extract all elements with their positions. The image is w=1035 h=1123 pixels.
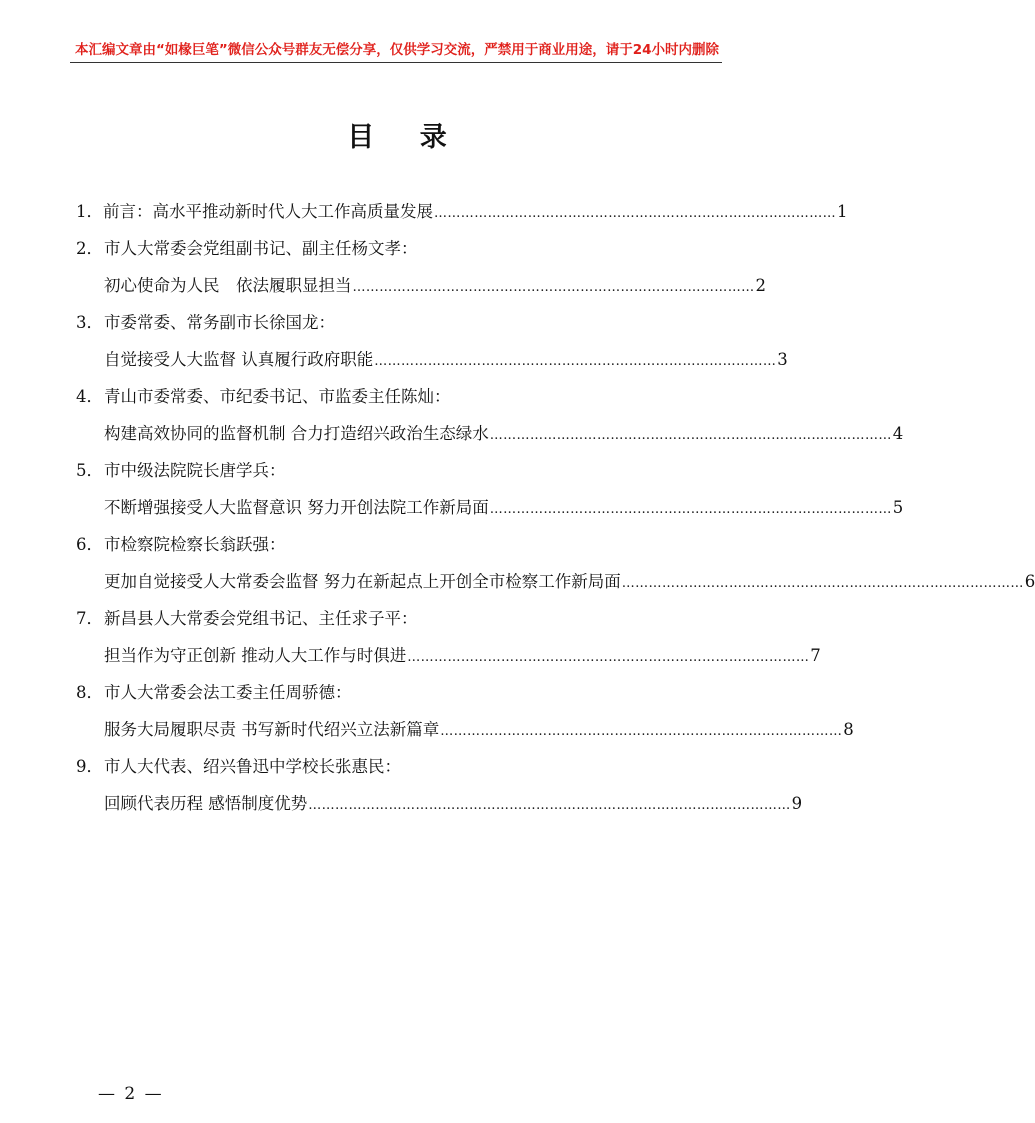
entry-page: 7 [810, 646, 821, 665]
entry-number: 1． [76, 202, 103, 221]
toc-entry[interactable] [104, 416, 904, 452]
toc-entry[interactable] [76, 675, 718, 711]
entry-author: 市检察院检察长翁跃强： [104, 535, 286, 554]
toc-entry[interactable] [104, 564, 1035, 600]
entry-number: 5． [76, 461, 103, 480]
entry-title: 更加自觉接受人大常委会监督 努力在新起点上开创全市检察工作新局面 [104, 572, 621, 591]
entry-number: 7． [76, 609, 103, 628]
entry-number: 9． [76, 757, 103, 776]
entry-title: 回顾代表历程 感悟制度优势 [104, 794, 308, 813]
entry-title: 构建高效协同的监督机制 合力打造绍兴政治生态绿水 [104, 424, 489, 443]
toc-entry[interactable] [76, 749, 718, 785]
entry-page: 5 [892, 498, 904, 517]
toc-entry[interactable] [104, 342, 788, 378]
entry-page: 2 [755, 276, 766, 295]
entry-page: 6 [1024, 572, 1035, 591]
entry-author: 新昌县人大常委会党组书记、主任求子平： [104, 609, 418, 628]
leader-dots: ……………………………………………………………………………… [621, 576, 1024, 591]
page-title: 目 录 [347, 122, 465, 153]
entry-title: 前言：高水平推动新时代人大工作高质量发展 [103, 202, 433, 221]
toc-entry[interactable] [76, 379, 718, 415]
entry-page: 9 [791, 794, 803, 813]
entry-author: 市委常委、常务副市长徐国龙： [104, 313, 335, 332]
entry-page: 8 [843, 720, 854, 739]
toc-entry[interactable] [104, 786, 803, 822]
toc-entry[interactable] [104, 268, 766, 304]
toc-entry[interactable] [76, 601, 718, 637]
toc-entry[interactable] [76, 194, 848, 230]
entry-author: 市人大代表、绍兴鲁迅中学校长张惠民： [104, 757, 401, 776]
entry-author: 市人大常委会法工委主任周骄德： [104, 683, 352, 702]
entry-title: 服务大局履职尽责 书写新时代绍兴立法新篇章 [104, 720, 440, 739]
toc-entry[interactable] [104, 712, 854, 748]
entry-number: 6． [76, 535, 103, 554]
entry-number: 8． [76, 683, 103, 702]
leader-dots: ……………………………………………………………………………… [440, 724, 843, 739]
entry-number: 3． [76, 313, 103, 332]
toc-entry[interactable] [104, 490, 904, 526]
leader-dots: ……………………………………………………………………………… [407, 650, 810, 665]
leader-dots: ……………………………………………………………………………… [489, 428, 892, 443]
toc-entry[interactable] [76, 527, 718, 563]
entry-number: 2． [76, 239, 103, 258]
leader-dots: ……………………………………………………………………………… [374, 354, 777, 369]
entry-title: 不断增强接受人大监督意识 努力开创法院工作新局面 [104, 498, 489, 517]
entry-number: 4． [76, 387, 103, 406]
toc-entry[interactable] [76, 453, 718, 489]
header-divider [70, 62, 722, 63]
entry-title: 初心使命为人民 依法履职显担当 [104, 276, 352, 295]
leader-dots: ……………………………………………………………………………………………… [308, 798, 791, 813]
entry-author: 青山市委常委、市纪委书记、市监委主任陈灿： [104, 387, 451, 406]
leader-dots: ……………………………………………………………………………… [352, 280, 755, 295]
page-number: — 2 — [98, 1084, 164, 1104]
entry-page: 1 [837, 202, 848, 221]
copyright-banner: 本汇编文章由“如椽巨笔”微信公众号群友无偿分享，仅供学习交流，严禁用于商业用途，请于24小时内删除 [74, 42, 720, 58]
toc-entry[interactable] [76, 305, 718, 341]
entry-title: 担当作为守正创新 推动人大工作与时俱进 [104, 646, 407, 665]
entry-title: 自觉接受人大监督 认真履行政府职能 [104, 350, 374, 369]
entry-page: 3 [777, 350, 788, 369]
toc-entry[interactable] [104, 638, 821, 674]
leader-dots: ……………………………………………………………………………… [434, 206, 836, 221]
entry-page: 4 [892, 424, 904, 443]
toc-entry[interactable] [76, 231, 718, 267]
entry-author: 市人大常委会党组副书记、副主任杨文孝： [104, 239, 418, 258]
entry-author: 市中级法院院长唐学兵： [104, 461, 286, 480]
leader-dots: ……………………………………………………………………………… [489, 502, 892, 517]
